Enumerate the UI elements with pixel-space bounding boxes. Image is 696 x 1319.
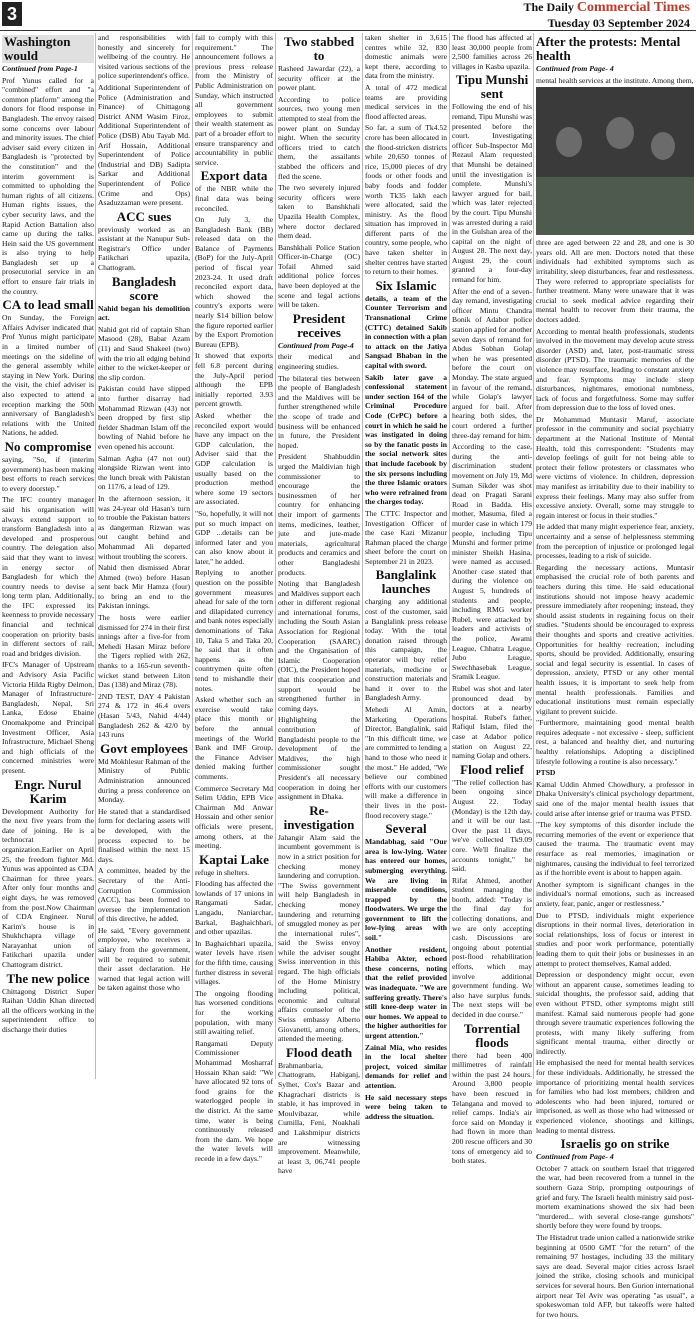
- article-body: three are aged between 22 and 28, and one is 30 years old. All are men. Doctors noted that these individuals had exhibited symptoms such as irritability, sleep disturbances, fear and restlessness. They were referred to appropriate specialists for further treatment. Many were unaware that it was crucial to seek medical advice regarding their mental health to recover from their trauma, the doctors added.: [536, 238, 694, 324]
- article-body: Nahid then dismissed Abrar Ahmed (two) before Hasan sent back Mir Hamza (four) to bring an end to the Pakistan innings.: [98, 563, 190, 611]
- article-body: "The relief collection has been ongoing since August 22. Today (Monday) is the 12th day, and it will be our last. Over the past 11 days, we've collected Tk9.09 core. We'll finalize the accounts tonight," he said.: [452, 777, 532, 874]
- article-body: Depression or despondency might occur, even without an apparent cause, sometimes leading to suicidal thoughts, the professor said, adding that even without PTSD, other symptoms might still manifest. Kamal said numerous people had gone through severe traumatic experiences following the protests, with many likely suffering from significant mental trauma, either directly or indirectly.: [536, 970, 694, 1056]
- article-body: of the NBR while the final data was being reconciled.: [195, 184, 273, 213]
- article-body: Rubel was shot and later pronounced dead by doctors at a nearby hospital. Rubel's father, Rafiqul Islam, filed the case at Adabor police station on August 22, naming Golap and others.: [452, 684, 532, 761]
- page-number: 3: [2, 2, 22, 26]
- column-rule: [95, 33, 96, 1079]
- protest-photo: [536, 87, 694, 235]
- article-body: Rifat Ahmed, another student managing the booth, added: "Today is the final day for collecting donations, and we are only accepting cash. Discussions are ongoing about potential post-flood rehabilitation efforts, which may involve additional government funding. We also have surplus funds. The next steps will be decided in due course.": [452, 875, 532, 1019]
- article-body: The bilateral ties between the people of Bangladesh and the Maldives will be further strengthened while the scope of trade and business will be enhanced in future, the President hoped.: [278, 373, 360, 450]
- headline-nurul-karim: Engr. Nurul Karim: [14, 776, 82, 806]
- article-body: Noting that Bangladesh and Maldives support each other in different regional and international forums, including the South Asian Association for Regional Cooperation (SAARC) and the Organisation of Islamic Cooperation (OIC), the President hoped that this cooperation and support would be strengthened further in coming days.: [278, 579, 360, 713]
- article-body: Mehedi Al Amin, Marketing Operations Director, Banglalink, said "In this difficult time, we are committed to lending a hand to those who need it the most." He added, "We believe our combined efforts with our customers will make a difference in their lives in the post-flood recovery stage.": [365, 705, 447, 820]
- article-body: Banshkhali Police Station Officer-in-Charge (OC) Tofail Ahmed said additional police forces have been deployed at the scene and legal actions will be taken.: [278, 242, 360, 310]
- article-body: Brahmanbaria, Chattogram, Habiganj, Sylhet, Cox's Bazar and Khagrachari districts is stable, it has improved in Moulvibazar, while Cumilla, Feni, Noakhali and Lakshmipur districts are witnessing improvement. Meanwhile, at least 3, 06,741 people have: [278, 1060, 360, 1176]
- column-2: [98, 33, 190, 1081]
- article-body: Nahid began his demolition act.: [98, 303, 190, 323]
- article-body: Asked whether such an exercise would take place this month or before the annual meetings of the World Bank and IMF Group, the Finance Adviser denied making further comments.: [195, 695, 273, 781]
- article-body: The hosts were earlier dismissed for 274 in their first innings after a five-for from Mehedi Hasan Miraz before the Tigers replied with 262, thanks to a 165-run seventh-wicket stand between Liton Das (138) and Miraz (78).: [98, 613, 190, 690]
- article-body: Additional Superintendent of Police (Administration and Finance) of Chittagong District ANM Wasim Firoz, Additional Superintendent of Police (DSB) Abu Tayab Md. Arif Hossain, Additional Superintendent of Police (Industrial and DB) Sadipta Sarkar and Additional Superintendent of Police (Crime and Ops) Asaduzzaman were present.: [98, 82, 190, 208]
- continued-label: Continued from Page-1: [2, 64, 78, 73]
- article-body: "So, hopefully, it will not put so much impact on GDP ...details can be informed later and you can also know about it later," he added.: [195, 508, 273, 566]
- headline-tipu-munshi: Tipu Munshi sent: [455, 72, 529, 102]
- column-6: [452, 33, 532, 1166]
- headline-export-data: Export data: [200, 168, 268, 184]
- photo-figure: [606, 117, 634, 149]
- continued-label: Continued from Page-4: [278, 340, 354, 350]
- article-body: The Histadrut trade union called a nationwide strike beginning at 0500 GMT "for the return" of the remaining 97 hostages, including 33 the military says are dead. Several major cities across Israel joined the strike, closing schools and municipal services for several hours. Ben Gurion international airport near Tel Aviv was operating "as usual", a spokeswoman told AFP, but takeoffs were halted for two hours.: [536, 1232, 694, 1319]
- photo-figure: [651, 132, 675, 160]
- article-body: Dr Mohammad Muntasir Maruf, associate professor in the community and social psychiatry department at the National Institute of Mental Health, told this correspondent: "Students may develop feelings of guilt for not being able to protect their fellow protesters or classmates who were victims of violence. In children, depression may manifest as irritability due to their inability to express their feelings. Many may also suffer from excessive anxiety. Overall, some may struggle to regain interest or focus in their studies.": [536, 414, 694, 520]
- article-body: Flooding has affected the lowlands of 17 unions in Rangamati Sadar, Langadu, Naniarchar, Barkal, Baghaichhari, and other upazilas.: [195, 879, 273, 937]
- article-body: Nahid got rid of captain Shan Masood (28), Babar Azam (11) and Saud Shakeel (two) with the trio all edging behind either to the wicket-keeper or the slip cordon.: [98, 324, 190, 382]
- headline-govt-employees: Govt employees: [100, 740, 188, 756]
- headline-flood-relief: Flood relief: [460, 761, 524, 777]
- photo-figure: [556, 127, 582, 157]
- headline-reinvestigation: Re-investigation: [283, 802, 355, 832]
- article-body: "The key symptoms of this disorder include the recurring memories of the event or experience that caused the trauma. The traumatic event may resurface as real memories, imagination or nightmares, causing the individual to feel terrorized as if the horrible event is about to happen again.: [536, 820, 694, 878]
- photo-crowd-shade: [536, 177, 694, 235]
- article-body: Sakib later gave a confessional statement under section 164 of the Criminal Procedure Code (CrPC) before a court in which he said he was instigated in doing so by the fanatic posts in the social network sites that include facebook by the six persons including the three Islamic orators who were refrained from the charges today.: [365, 372, 447, 507]
- article-body: Commerce Secretary Md Selim Uddin, EPB Vice Chairman Md Anwar Hossain and other senior officials were present, among others, at the meeting.: [195, 783, 273, 851]
- headline-washington: Washington would: [2, 35, 94, 63]
- article-body: Kamal Uddin Ahmed Chowdhury, a professor in Dhaka University's clinical psychology department, said one of the major mental health issues that could arise after intense grief or trauma was PTSD.: [536, 779, 694, 818]
- article-body: Salman Agha (47 not out) alongside Rizwan went into the lunch break with Pakistan on 117/6, a lead of 129.: [98, 453, 190, 492]
- article-body: A total of 472 medical teams are providing medical services in the flood affected areas.: [365, 82, 447, 121]
- brand-name: Commercial Times: [576, 0, 690, 15]
- headline-six-islamic: Six Islamic: [375, 277, 437, 293]
- article-body: 2ND TEST, DAY 4 Pakistan 274 & 172 in 46.4 overs (Hasan 5/43, Nahid 4/44) Bangladesh 262 & 42/0 by 143 runs: [98, 691, 190, 740]
- article-body: The CTTC Inspector and Investigation Officer of the case Kazi Mizanur Rahman placed the charge sheet before the court on September 21 in 2023.: [365, 508, 447, 566]
- article-body: previously worked as an assistant at the Nanupur Sub-Registrar's Office under Fatikchari upazila, Chattogram.: [98, 224, 190, 273]
- article-body: According to police sources, two young men attempted to steal from the power plant on Sunday night. When the security officers tried to catch them, the assailants stabbed the officers and fled the scene.: [278, 94, 360, 181]
- issue-date: Tuesday 03 September 2024: [547, 16, 690, 30]
- column-1: [2, 33, 94, 1081]
- article-body: IFC's Manager of Upstream and Advisory Asia Pacific Victoria Hilda Rigby Delmon, Manager of Infrastructure-Bangladesh, Nepal, Sri Lanka, Edose Ebaine Onomakpome and Principal Investment Officer, Asia Infrastructure, Michael Sheng and high officials of the concerned ministries were present.: [2, 660, 94, 775]
- masthead: [0, 0, 696, 31]
- article-body: He added that many might experience fear, anxiety, uncertainty and a sense of helplessness stemming from the perception of injustice or prolonged legal processes, leading to a risk of suicide.: [536, 522, 694, 561]
- article-body: details, a team of the Counter Terrorism and Transnational Crime (CTTC) detained Sakib in connection with a plan to attack on the Jatiya Sangsad Bhaban in the capital with sword.: [365, 293, 447, 370]
- headline-mental-health: After the protests: Mental health: [536, 34, 681, 63]
- article-body: According to mental health professionals, students involved in the movement may develop acute stress disorder (ASD) and, later, post-traumatic stress disorder (PTSD). The traumatic memories of the violence may resurface, leading to constant anxiety and fear. Symptoms may include sleep disturbances, nightmares, emotional numbness, lack of focus and forgetfulness. Some may suffer from depression due to the loss of loved ones.: [536, 326, 694, 413]
- article-body: Prof Yunus called for a "combined" effort and "a common platform" among the donors for flood response in Bangladesh. The envoy raised some concerns over labour and minority issues. The chief adviser said every citizen in Bangladesh is "protected by the constitution" and the interim government is committed to upholding the human rights of all citizens. Human rights issues, the cyber security laws, and the Rapid Action Battalion also came up during the talks. Hein said the US government is also trying to help Bangladesh set up a prosecutorial service in an effort to ensure fair trials in the country.: [2, 75, 94, 296]
- article-body: In Baghaichhari upazila, water levels have risen for the fifth time, causing further distress in several villages.: [195, 938, 273, 987]
- article-body: Due to PTSD, individuals might experience disruptions in their normal lives, deterioration in social relationships, loss of focus or interest in studies and poor work performance, potentially leading them to quit their jobs or businesses in an attempt to protect themselves, Kamal added.: [536, 910, 694, 968]
- article-body: Another resident, Habiba Akter, echoed these concerns, noting that the relief provided was inadequate. "We are suffering greatly. There's still knee-deep water in our homes. We appeal to the higher authorities for urgent attention.": [365, 944, 447, 1040]
- article-body: Following the end of his remand, Tipu Munshi was presented before the court. Investigating officer Sub-Inspector Md Rezaul Alam requested that Munshi be detained until the investigation is complete. Munshi's lawyer argued for bail, which was later rejected by the court. Tipu Munshi was arrested during a raid in the Gulshan area of the capital on the night of August 28. The next day, August 29, the court granted a four-day remand for him.: [452, 102, 532, 285]
- headline-israelis-strike: Israelis go on strike: [560, 1136, 670, 1152]
- continued-label: Continued from Page- 4: [536, 1152, 614, 1162]
- article-body: Asked whether the reconciled export would have any impact on the GDP calculation, the Adviser said that the GDP calculation is usually based on the production method where some 19 sectors are associated.: [195, 410, 273, 507]
- article-body: According to the case, during the anti-discrimination student movement on July 19, Md Suman Sikder was shot dead on Pragati Sarani Road in Badda. His mother, Masuma, filed a murder case in which 179 people, including Tipu Munshi and former prime minister Sheikh Hasina, were named as accused. Another case stated that during the violence on August 5, hundreds of students and people, including RMG worker Rubel, were attacked by leaders and activists of the police, Awami League, Chhatra League, Jubo League, Swechhasebak League, Sramik League.: [452, 442, 532, 682]
- headline-bangladesh-score: Bangladesh score: [111, 273, 177, 303]
- column-7: [536, 33, 694, 1319]
- article-body: Md Mokhlesur Rahman of the Ministry of Public Administration announced during a press conference on Monday.: [98, 756, 190, 805]
- article-body: So far, a sum of Tk4.52 crore has been allocated in the flood-stricken districts while 20,650 tonnes of rice, 15,000 pieces of dry foods or other foods and baby foods and fodder worth Tk35 lakh each were allocated, said the ministry. As the flood situation has improved in different parts of the country, some people, who have taken shelter in shelter centres have started to return to their homes.: [365, 123, 448, 277]
- article-body: After the end of a seven-day remand, investigating officer Mintu Chandra Bonik of Adabor police station applied for another seven days of remand for Abdus Sobhan Golap when he was presented before the court on Monday. The state argued in favour of the remand, while Golap's lawyer argued for bail. After hearing both sides, the court ordered a further three-day remand for him.: [452, 286, 532, 440]
- article-body: President Shahbuddin urged the Maldivian high commissioner to encourage the businessmen of her country for enhancing their import of garments items, medicines, leather, jute and jute-made materials, agricultural products and ceramics and other Bangladeshi products.: [278, 452, 360, 577]
- continued-label: Continued from Page- 4: [536, 64, 614, 73]
- headline-acc-sues: ACC sues: [116, 208, 172, 224]
- article-body: Regarding the necessary actions, Muntasir emphasised the crucial role of both parents and teachers during this time. He said educational institutions should not impose heavy academic pressure immediately after reopening; instead, they should assist students in regaining focus on their studies. "Students should be encouraged to express their thoughts and sports and creative activities. Opportunities for healthy recreation, including sports, should be provided. Additionally, ensuring social and legal security is essential. In cases of depression, anxiety, PTSD or any other mental health issues, it is important to seek help from mental health professionals. Families and educational institutions must remain especially vigilant to prevent suicide.: [536, 562, 694, 716]
- headline-kaptai-lake: Kaptai Lake: [199, 851, 269, 867]
- article-body: Rangamati Deputy Commissioner Mohammad Mosharraf Hossain Khan said: "We have allocated 92 tons of food grains for the waterlogged people in the district. At the same time, water is being continuously released from the dam. We hope the water levels will recede in a few days.": [195, 1038, 273, 1163]
- column-rule: [362, 33, 363, 1079]
- headline-no-compromise: No compromise: [4, 438, 92, 454]
- headline-two-stabbed: Two stabbed to: [283, 34, 355, 63]
- article-body: fail to comply with this requirement." The announcement follows a previous press release from the Ministry of Public Administration on Sunday, which instructed all government employees to submit their wealth statement as part of a broader effort to ensure transparency and accountability in public service.: [195, 33, 273, 167]
- headline-banglalink: Banglalink launches: [375, 567, 437, 597]
- article-body: Zainal Mia, who resides in the local shelter project, voiced similar demands for relief and attention.: [365, 1042, 447, 1090]
- column-rule: [533, 33, 534, 1079]
- article-body: taken shelter in 3,615 centres while 32, 830 domestic animals were kept there, according to data from the ministry.: [365, 33, 447, 81]
- article-subhead: PTSD: [536, 768, 556, 778]
- brand-the: The Daily: [523, 0, 574, 14]
- article-body: refuge in shelters.: [195, 867, 250, 877]
- column-5: [365, 33, 448, 1121]
- article-body: He said, "Every government employee, who receives a salary from the government, will be required to submit their asset declaration. He warned that legal action will be taken against those who: [98, 925, 190, 993]
- article-body: Highlighting the contribution of Bangladeshi people to the development of the Maldives, the high commissioner sought President's all necessary cooperation in doing her assignment in Dhaka.: [278, 715, 360, 802]
- article-body: The IFC country manager said his organisation will always extend support to transform Bangladesh into a developed and prosperous country. The delegation also said that they want to invest in energy sector of Bangladesh for which the country needs to devise a long term plan. Additionally, the IFC expressed its keenness to provide necessary financial and technical cooperation on priority basis in different sectors of rail, road and bridges division.: [2, 495, 94, 658]
- headline-new-police: The new police: [6, 970, 90, 986]
- article-body: Replying to another question on the possible government measures ahead for sale of the torn and dilapidated currency and bank notes especially denominations of Taka 10, Taka 5 and Taka 20, he said that it often happens as the countrymen quite often tend to mishandle their notes.: [195, 568, 273, 693]
- article-body: It showed that exports fell 6.8 percent during the July-April period although the EPB initially reported 3.93 percent growth.: [195, 351, 273, 409]
- article-body: He emphasised the need for mental health services for these individuals. Additionally, he stressed the importance of prioritizing mental health services for families who had lost members, children and adolescents who had been injured, tortured or imprisoned, as well as those who had witnessed or experienced violence, shootings and killings, leading to mental distress.: [536, 1058, 694, 1135]
- article-body: saying, "So, if (interim government) has been making best efforts to reach services to every doorstep.": [2, 454, 94, 493]
- headline-torrential-floods: Torrential floods: [463, 1020, 521, 1050]
- article-body: there had been 400 millimetres of rainfall within the past 24 hours. Around 3,800 people have been rescued in Telangana and moved to relief camps. India's air force said on Monday it had flown in more than 200 rescue officers and 30 tons of emergency aid to both states.: [452, 1050, 532, 1166]
- column-rule: [449, 33, 450, 1079]
- article-body: Mandabhag, said "Our area is low-lying. Water has entered our homes, submerging everything. We are living in miserable conditions, trapped by the floodwaters. We urge the government to lift the low-lying areas with soil.": [365, 837, 447, 943]
- article-body: A committee, headed by the Secretary of the Anti-Corruption Commission (ACC), has been formed to oversee the implementation of this directive, he added.: [98, 866, 190, 924]
- article-body: "Furthermore, maintaining good mental health requires adequate - not excessive - sleep, sufficient rest, a balanced and healthy diet, and nurturing healthy relationships. Adopting a disciplined lifestyle following a routine is also necessary.": [536, 718, 694, 766]
- article-body: He stated that a standardised form for declaring assets will be developed, with the process expected to be finalised within the next 15 days.: [98, 806, 190, 864]
- article-body: October 7 attack on southern Israel that triggered the war, had been recovered from a tunnel in the southern Gaza Strip, prompting outpourings of grief and fury. The Israeli health ministry said post-mortem examinations showed the six had been "murdered... with several close-range gunshots" shortly before they were found by troops.: [536, 1163, 694, 1231]
- article-body: The ongoing flooding has worsened conditions for the working population, with many still awaiting relief.: [195, 988, 273, 1037]
- article-body: Jahangir Alam said the incumbent government is now in a strict position for checking money laundering and corruption. "The Swiss government will help Bangladesh in checking money laundering and returning of smuggled money as per the international rules", said the Swiss envoy while the adviser sought Swiss intervention in this regard. The high officials of the Home Ministry including political, economic and cultural affairs counselor of the Swiss embassy Alberto Giovanetti, among others, attended the meeting.: [278, 832, 360, 1044]
- article-body: and responsibilities with honestly and sincerely for wellbeing of the country. He visited various sections of the police superintendent's office.: [98, 33, 190, 81]
- newspaper-name: [524, 0, 691, 16]
- brand-block: [524, 0, 691, 31]
- column-rule: [192, 33, 193, 1079]
- article-body: On July 3, the Bangladesh Bank (BB) released data on the Balance of Payments (BoP) for the July-April period of fiscal year 2023-24. It used draft reconciled export data, which showed the country's exports were nearly $14 billion below the figure reported earlier by the Export Promotion Bureau (EPB).: [195, 215, 273, 349]
- headline-several: Several: [385, 821, 427, 837]
- article-body: Another symptom is significant changes in the individual's normal emotions, such as increased anxiety, fear, panic, anger or restlessness.": [536, 879, 694, 908]
- headline-flood-death: Flood death: [285, 1044, 353, 1060]
- article-body: Development Authority for the next five years from the date of joining. He is a technocrat organization.Earlier on April 25, the freedom fighter Md. Yunus was appointed as CDA Chairman for three years. After only four months and eight days, he was removed from the post.Now Chairman of CDA Engineer. Nurul Karim's house is in Shukhchapra village of Narayanhat union of Fatikchari upazila under Chattogram district.: [2, 806, 94, 970]
- article-body: mental health services at the institute. Among them,: [536, 75, 694, 85]
- article-body: Chittagong District Super Raihan Uddin Khan directed all the officers working in the superintendent office to discharge their duties: [2, 986, 94, 1035]
- article-body: On Sunday, the Foreign Affairs Adviser indicated that Prof Yunus might participate in a limited number of meetings on the sideline of the general assembly while staying in New York. During the visit, the chief adviser is also expected to attend a reception marking the 50th anniversary of Bangladesh's relations with the United Nations, he added.: [2, 313, 94, 438]
- headline-president-receives: President receives: [292, 310, 346, 340]
- article-body: Rasheed Jawardar (22), a security officer at the power plant.: [278, 64, 360, 93]
- article-body: their medical and engineering studies.: [278, 352, 360, 372]
- article-body: charging any additional cost of the customer, said a Banglalink press release today. With the total donation raised through this campaign, the operator will buy relief materials, medicine or construction materials and hand it over to the Bangladesh Army.: [365, 597, 447, 703]
- article-body: The two severely injured security officers were taken to Banshkhali Upazila Health Complex, where doctor declared them dead.: [278, 183, 360, 241]
- headline-ca-lead: CA to lead small: [2, 297, 94, 313]
- column-4: [278, 33, 360, 1176]
- column-rule: [275, 33, 276, 1079]
- column-3: [195, 33, 273, 1163]
- article-body: He said necessary steps were being taken to address the situation.: [365, 1092, 447, 1121]
- article-body: In the afternoon session, it was 24-year old Hasan's turn to trouble the Pakistan batters as dangerman Rizwan was out caught behind and Mohammad Ali departed without troubling the scorers.: [98, 493, 190, 561]
- article-body: The flood has affected at least 30,000 people from 2,500 families across 26 villages in Kasba upazila.: [452, 33, 532, 71]
- article-body: Pakistan could have slipped into further disarray had Mohammad Rizwan (43) not been dropped by first slip fielder Shadman Islam off the bowling of Nahid before he even opened his account.: [98, 384, 190, 451]
